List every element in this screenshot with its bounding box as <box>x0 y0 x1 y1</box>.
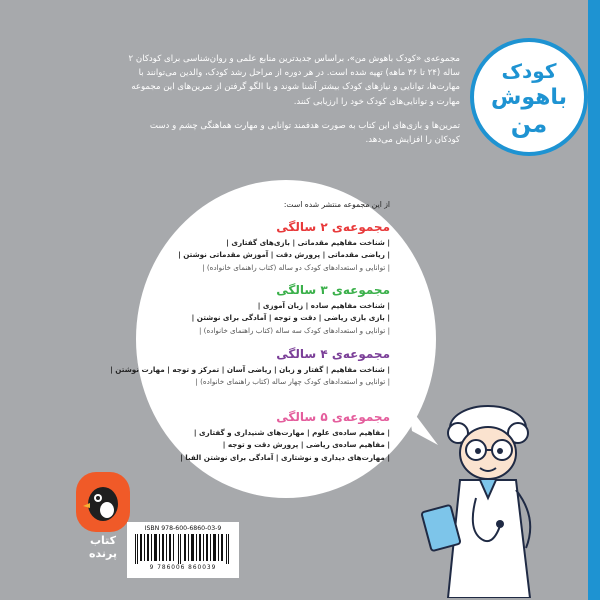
series-line: | بازی بازی ریاضی | دقت و توجه | آمادگی برای نوشتن | <box>191 313 390 323</box>
brand-line-1: کودک <box>501 59 557 83</box>
series-line: | شناخت مفاهیم | گفتار و زبان | ریاضی آسان | تمرکز و توجه | مهارت نوشتن | <box>110 365 390 374</box>
intro-paragraph-1: مجموعه‌ی «کودک باهوش من»، براساس جدیدترین منابع علمی و روان‌شناسی برای کودکان ۲ ساله (۲۴ تا ۳۶ ماهه) تهیه شده است. در هر دوره از مراحل رشد کودک، والدین می‌توانند با مهارت‌ها، توانایی و نیازهای کودک بیشتر آشنا شوند و با الگو گرفتن از تمرین‌های این مجموعه مهارت و توانایی‌های کودک خود را ارزیابی کنند. <box>128 54 460 107</box>
series-4-years <box>110 347 390 389</box>
series-line: | مفاهیم ساده‌ی علوم | مهارت‌های شنیداری و گفتاری | <box>193 428 390 437</box>
barcode <box>127 522 239 578</box>
series-line: | شناخت مفاهیم ساده | زبان آموزی | <box>257 301 390 310</box>
isbn-text: ISBN 978-600-6860-03-9 <box>144 525 222 532</box>
series-5-years <box>150 410 390 464</box>
spine-edge-strip <box>588 0 600 600</box>
series-guide-line: | توانایی و استعدادهای کودک چهار ساله (کتاب راهنمای خانواده) | <box>195 377 390 387</box>
series-guide-line: | توانایی و استعدادهای کودک سه ساله (کتاب راهنمای خانواده) | <box>198 325 390 335</box>
series-2-years <box>150 220 390 274</box>
publisher-logo <box>74 470 132 560</box>
doctor-character-illustration <box>418 398 578 598</box>
intro-paragraph-2: تمرین‌ها و بازی‌های این کتاب به صورت هدفمند توانایی و مهارت هماهنگی چشم و دست کودکان را افزایش می‌دهد. <box>149 120 460 146</box>
brand-line-3: من <box>510 110 548 138</box>
series-title: مجموعه‌ی ۵ سالگی <box>276 410 390 424</box>
series-title: مجموعه‌ی ۴ سالگی <box>276 347 390 361</box>
series-line: | ریاضی مقدماتی | پرورش دقت | آموزش مقدماتی نوشتن | <box>178 250 390 260</box>
brand-logo-art <box>474 42 584 152</box>
publisher-name-line-2: پرنده <box>89 547 117 560</box>
series-guide-line: | توانایی و استعدادهای کودک دو ساله (کتاب راهنمای خانواده) | <box>202 262 390 272</box>
series-title: مجموعه‌ی ۳ سالگی <box>276 283 390 297</box>
publisher-name-line-1: کتاب <box>89 534 117 547</box>
brand-logo <box>470 38 588 156</box>
series-line: | شناخت مفاهیم مقدماتی | بازی‌های گفتاری | <box>226 238 390 247</box>
series-title: مجموعه‌ی ۲ سالگی <box>276 220 390 234</box>
brand-line-2: باهوش <box>491 85 567 110</box>
intro-text <box>128 52 460 157</box>
series-3-years <box>150 283 390 337</box>
barcode-number: 9 786006 860039 <box>149 565 217 571</box>
series-intro: از این مجموعه منتشر شده است: <box>283 200 390 209</box>
barcode-bars <box>133 534 233 564</box>
series-line: | مهارت‌های دیداری و نوشتاری | آمادگی برای نوشتن الفبا | <box>180 452 390 462</box>
series-line: | مفاهیم ساده‌ی ریاضی | پرورش دقت و توجه | <box>222 440 390 450</box>
